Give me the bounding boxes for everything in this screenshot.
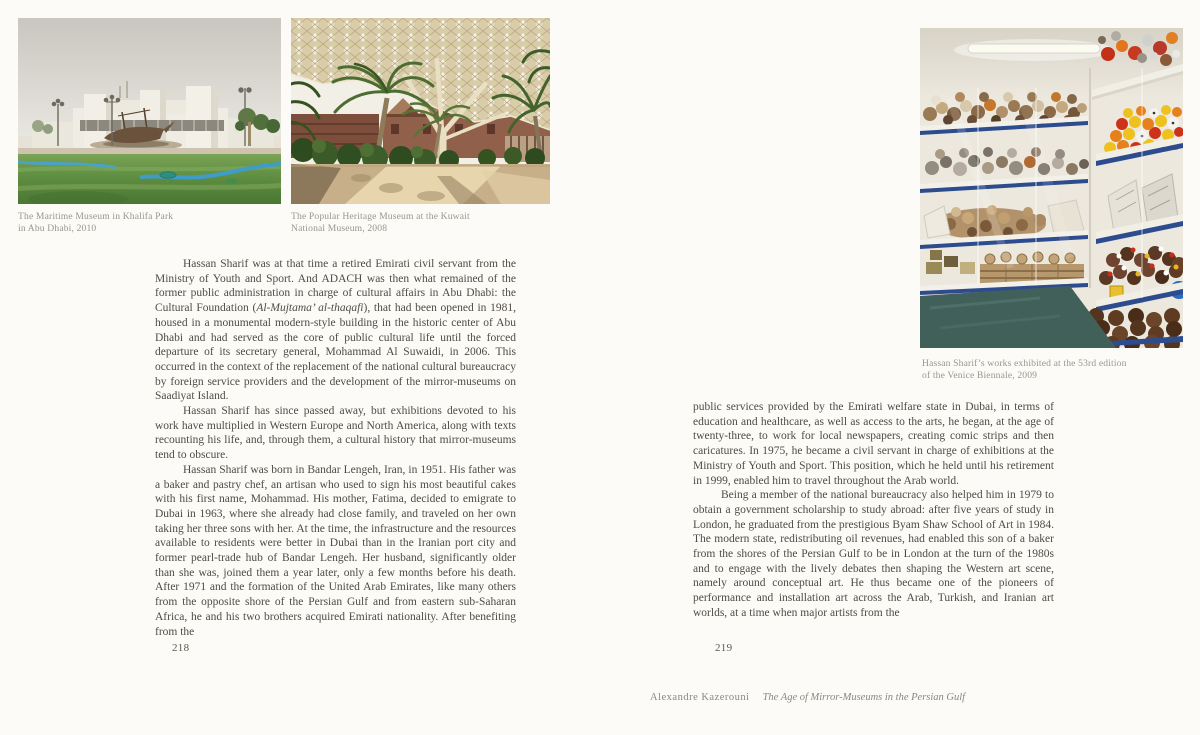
venice-biennale-photo	[920, 28, 1183, 348]
caption-line: Hassan Sharif’s works exhibited at the 53rd edition	[922, 358, 1127, 369]
caption-line: The Popular Heritage Museum at the Kuwait	[291, 211, 470, 222]
body-text-column-left	[155, 257, 516, 639]
paragraph: public services provided by the Emirati welfare state in Dubai, in terms of education and healthcare, as well as access to the arts, he began, at the age of twenty-three, to work for local newspapers, creating comic strips and then caricatures. In 1975, he became a civil servant in charge of exhibitions at the Ministry of Youth and Sport. This position, which he held until his retirement in 1999, enabled him to travel throughout the Arab world.	[693, 401, 1054, 487]
arabic-term-italic: Al-Mujtama’ al-thaqafi	[256, 302, 364, 315]
venice-biennale-caption	[922, 358, 1182, 383]
maritime-museum-illustration	[18, 18, 281, 204]
caption-line: of the Venice Biennale, 2009	[922, 370, 1038, 382]
heritage-museum-illustration	[291, 18, 550, 204]
paragraph	[155, 257, 516, 404]
footer-author: Alexandre Kazerouni	[650, 692, 750, 703]
caption-line: in Abu Dhabi, 2010	[18, 223, 97, 235]
body-text-column-right	[693, 400, 1054, 621]
paragraph-text: Hassan Sharif was at that time a retired Emirati civil servant from the Ministry of Youth and Sport. And ADACH was then what remained of the former public administration in charge of cultural affairs in Abu Dhabi: the Cultural Foundation (	[155, 258, 516, 315]
maritime-museum-caption	[18, 211, 258, 236]
heritage-museum-caption	[291, 211, 531, 236]
maritime-museum-photo	[18, 18, 281, 204]
paragraph: Being a member of the national bureaucracy also helped him in 1979 to obtain a government scholarship to study abroad: after five years of study in London, he graduated from the prestigious Byam Shaw School of Art in 1984. The modern state, redistributing oil revenues, had enabled this son of a baker from the shores of the Persian Gulf to be in London at the turn of the 1980s and to engage with the lively debates then shaping the Western art scene, namely around conceptual art. He thus became one of the pioneers of performance and installation art across the Arab, Turkish, and Iranian art worlds, at a time when major artists from the	[693, 489, 1054, 619]
paragraph-text: ), that had been opened in 1981, housed in a monumental modern-style building in the historic center of Abu Dhabi and had served as the core of public cultural life until the forced departure of its secretary general, Mohammad Al Suwaidi, in 2006. This occurred in the context of the replacement of the national cultural bureaucracy by foreign service providers and the development of the mirror-museums on Saadiyat Island.	[155, 302, 516, 403]
footer-chapter-title: The Age of Mirror-Museums in the Persian Gulf	[762, 692, 966, 703]
caption-line: The Maritime Museum in Khalifa Park	[18, 211, 174, 222]
paragraph: Hassan Sharif was born in Bandar Lengeh, Iran, in 1951. His father was a baker and pastry chef, an artisan who used to sign his most beautiful cakes with his first name, Mohammad. His mother, Fatima, decided to emigrate to Dubai in 1963, where she already had close family, and traveled on her own taking her three sons with her. At the time, the infrastructure and the resources available to residents were better in Dubai than in the Iranian port city and former pearl-trade hub of Bandar Lengeh. Her husband, significantly older than she was, joined them a year later, only a few months before his death. After 1971 and the formation of the United Arab Emirates, like many others from the opposite shore of the Persian Gulf and from eastern sub-Saharan Africa, he and his two brothers acquired Emirati nationality. After benefiting from the	[155, 463, 516, 638]
caption-line: National Museum, 2008	[291, 223, 388, 235]
paragraph: Hassan Sharif has since passed away, but exhibitions devoted to his work have multiplied in Western Europe and North America, along with texts recounting his life, and, through them, a cultural history that mirror-museums tend to obscure.	[155, 405, 516, 462]
page-number-right: 219	[715, 642, 733, 654]
venice-biennale-illustration	[920, 28, 1183, 348]
popular-heritage-museum-photo	[291, 18, 550, 204]
page-number-left: 218	[172, 642, 190, 654]
running-footer	[650, 692, 965, 703]
